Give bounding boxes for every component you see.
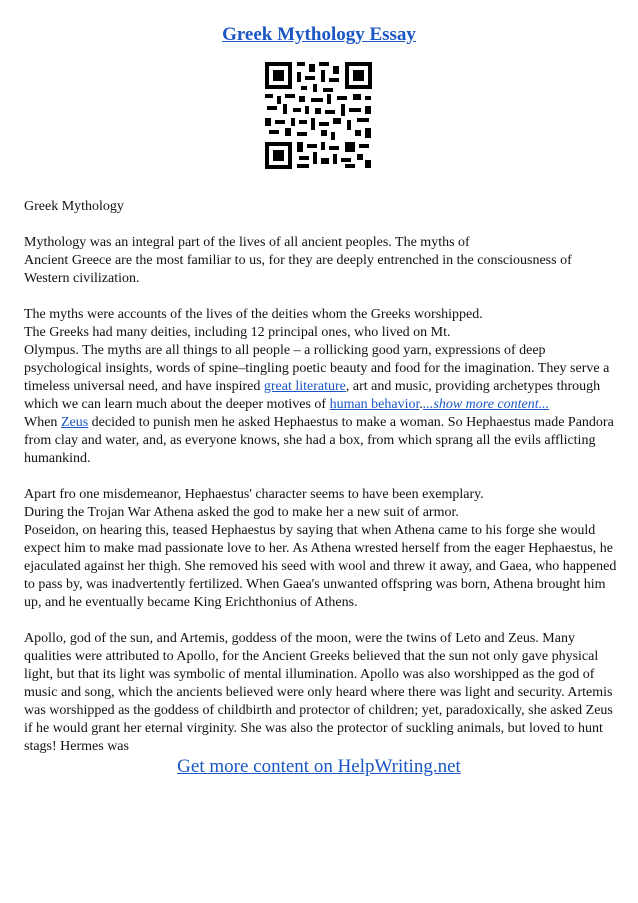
human-behavior-link[interactable]: human behavior xyxy=(329,397,420,412)
p3-line-1: Apart fro one misdemeanor, Hephaestus' character seems to have been exemplary. xyxy=(24,487,484,502)
p2-line-4a: When xyxy=(24,415,58,430)
p2-line-3: Olympus. The myths are all things to all people – a rollicking good yarn, expressions of deep psychological insights, words of spine–tingling poetic beauty and food for the imagination. They serve a timeless universal need, and have inspired xyxy=(24,343,610,394)
p1-line-2: Ancient Greece are the most familiar to us, for they are deeply entrenched in the consciousness of Western civilization. xyxy=(24,253,572,286)
document-title[interactable]: Greek Mythology Essay xyxy=(222,24,416,45)
p2-line-1: The myths were accounts of the lives of the deities whom the Greeks worshipped. xyxy=(24,307,483,322)
p2-period: . xyxy=(419,397,423,412)
p2-line-3b: , art and music, providing archetypes through which we can learn much about the deeper motives of xyxy=(24,379,601,412)
p1-line-1: Mythology was an integral part of the lives of all ancient peoples. The myths of xyxy=(24,235,470,250)
paragraph-2b xyxy=(24,414,618,468)
zeus-link[interactable]: Zeus xyxy=(60,415,89,430)
paragraph-4: Apollo, god of the sun, and Artemis, goddess of the moon, were the twins of Leto and Zeus. Many qualities were attributed to Apollo, for the Ancient Greeks believed that the sun not only gave physical light, but that its light was symbolic of mental illumination. Apollo was also worshipped as the god of music and song, which the ancients believed were only heard where there was light and security. Artemis was worshipped as the goddess of childbirth and protector of children; yet, paradoxically, she asked Zeus if he would grant her eternal virginity. She was also the protector of suckling animals, but loved to hunt stags! Hermes was xyxy=(24,631,613,754)
essay-body xyxy=(24,198,618,774)
p2-line-4b: decided to punish men he asked Hephaestus to make a woman. So Hephaestus made Pandora from clay and water, and, as everyone knows, she had a box, from which sprang all the evils afflicting humankind. xyxy=(24,415,614,466)
p3-line-2: During the Trojan War Athena asked the god to make her a new suit of armor. xyxy=(24,505,459,520)
paragraph-3 xyxy=(24,486,618,612)
show-more-content-link[interactable]: ...show more content... xyxy=(422,397,550,412)
paragraph-1 xyxy=(24,234,618,288)
essay-heading: Greek Mythology xyxy=(24,199,124,214)
paragraph-2 xyxy=(24,306,618,414)
p3-line-3: Poseidon, on hearing this, teased Hephaestus by saying that when Athena came to his forge she would expect him to make mad passionate love to her. As Athena wrested herself from the eager Hephaestus, he ejaculated against her thigh. She removed his seed with wool and threw it away, and Gaea, who happened to pass by, was inadvertently fertilized. When Gaea's unwanted offspring was born, Athena brought him up, and he eventually became King Erichthonius of Athens. xyxy=(24,523,617,610)
great-literature-link[interactable]: great literature xyxy=(263,379,346,394)
get-more-content-link[interactable]: Get more content on HelpWriting.net xyxy=(177,756,461,777)
qr-code-icon xyxy=(263,60,374,171)
p2-line-2: The Greeks had many deities, including 12 principal ones, who lived on Mt. xyxy=(24,325,451,340)
